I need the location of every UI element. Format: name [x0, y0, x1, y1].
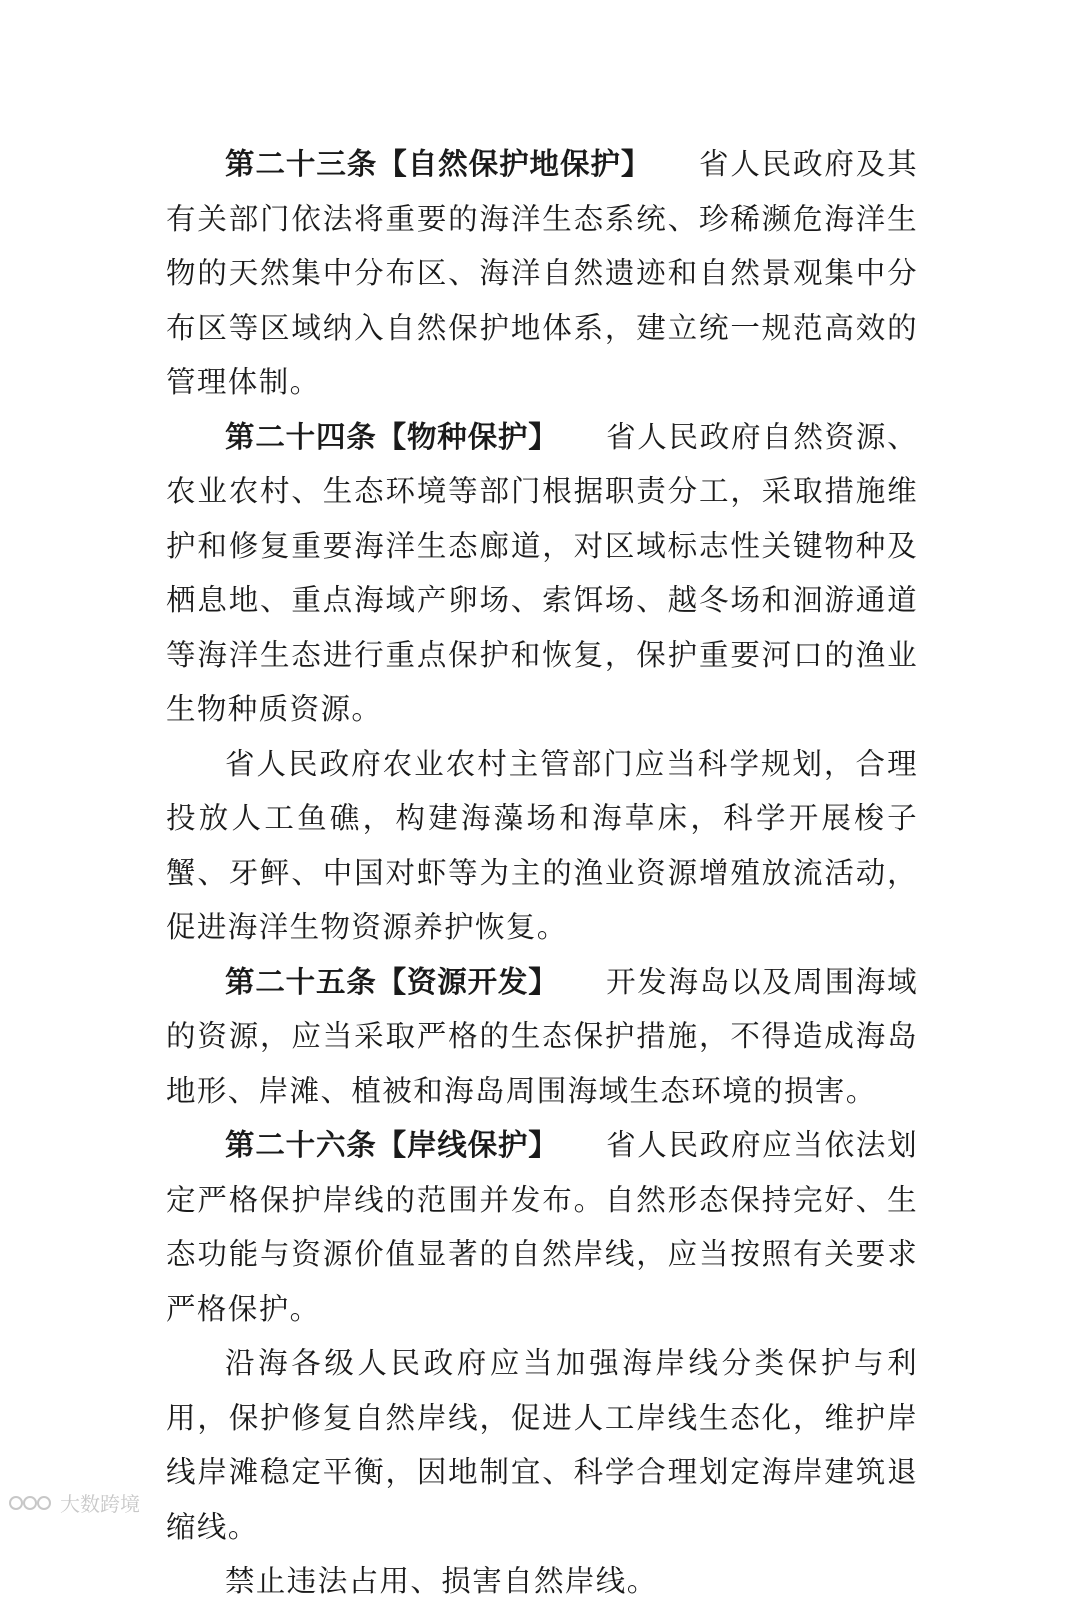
paragraph-text: 省人民政府自然资源、农业农村、生态环境等部门根据职责分工，采取措施维护和修复重要海洋生态廊道，对区域标志性关键物种及栖息地、重点海域产卵场、索饵场、越冬场和洄游通道等海洋生态进行重点保护和恢复，保护重要河口的渔业生物种质资源。: [166, 419, 918, 726]
paragraph-text: 省人民政府农业农村主管部门应当科学规划，合理投放人工鱼礁，构建海藻场和海草床，科学开展梭子蟹、牙鲆、中国对虾等为主的渔业资源增殖放流活动，促进海洋生物资源养护恢复。: [166, 746, 918, 944]
document-body: [166, 137, 918, 1609]
paragraph-text: 省人民政府应当依法划定严格保护岸线的范围并发布。自然形态保持完好、生态功能与资源价值显著的自然岸线，应当按照有关要求严格保护。: [166, 1128, 918, 1326]
paragraph-article-26: [166, 1118, 918, 1336]
paragraph-article-24-cont: [166, 737, 918, 955]
paragraph-text: 禁止违法占用、损害自然岸线。: [225, 1564, 658, 1598]
paragraph-article-26-cont: [166, 1336, 918, 1554]
paragraph-article-26-final: [166, 1554, 918, 1609]
paragraph-article-24: [166, 410, 918, 737]
article-heading: 第二十六条【岸线保护】: [225, 1128, 559, 1162]
paragraph-text: 沿海各级人民政府应当加强海岸线分类保护与利用，保护修复自然岸线，促进人工岸线生态化，维护岸线岸滩稳定平衡，因地制宜、科学合理划定海岸建筑退缩线。: [166, 1346, 918, 1544]
paragraph-text: 省人民政府及其有关部门依法将重要的海洋生态系统、珍稀濒危海洋生物的天然集中分布区、海洋自然遗迹和自然景观集中分布区等区域纳入自然保护地体系，建立统一规范高效的管理体制。: [166, 147, 918, 399]
article-heading: 第二十四条【物种保护】: [225, 419, 559, 454]
paragraph-article-23: [166, 137, 918, 410]
paragraph-article-25: [166, 955, 918, 1119]
watermark-text: 大数跨境: [60, 1492, 140, 1516]
paragraph-text: 开发海岛以及周围海域的资源，应当采取严格的生态保护措施，不得造成海岛地形、岸滩、植被和海岛周围海域生态环境的损害。: [166, 964, 918, 1108]
watermark: [8, 1488, 140, 1517]
article-heading: 第二十五条【资源开发】: [225, 964, 559, 999]
brand-logo-icon: [8, 1492, 56, 1514]
article-heading: 第二十三条【自然保护地保护】: [225, 147, 652, 181]
